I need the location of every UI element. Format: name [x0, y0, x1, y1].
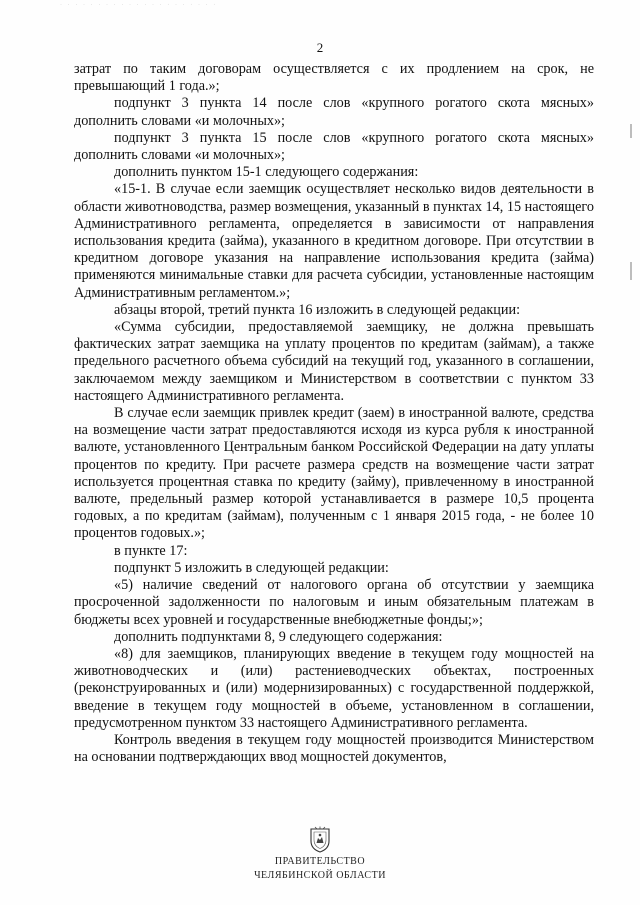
page-number: 2	[316, 40, 324, 55]
paragraph: «5) наличие сведений от налогового органа об отсутствии у заемщика просроченной задолженности по налоговым и иным обязательным платежам в бюджеты всех уровней и государственные внебюджетные фонды;»;	[74, 577, 594, 628]
scan-edge-mark	[630, 262, 632, 280]
paragraph: подпункт 3 пункта 14 после слов «крупного рогатого скота мясных» дополнить словами «и молочных»;	[74, 95, 594, 129]
paragraph: подпункт 3 пункта 15 после слов «крупного рогатого скота мясных» дополнить словами «и молочных»;	[74, 129, 594, 164]
paragraph: подпункт 5 изложить в следующей редакции:	[114, 559, 389, 576]
paragraph: в пункте 17:	[114, 542, 188, 559]
scan-header-artifact: · · · · · · · · · · · · · · · · · · · · ·	[60, 2, 218, 8]
document-body	[74, 61, 594, 766]
footer	[0, 826, 640, 882]
org-name-line1: ПРАВИТЕЛЬСТВО	[274, 856, 366, 867]
paragraph: «Сумма субсидии, предоставляемой заемщику, не должна превышать фактических затрат заемщика на уплату процентов по кредитам (займам), а также предельного расчетного объема субсидий на текущий год, указанного в соглашении, заключаемом между заемщиком и Министерством в соответствии с пунктом 33 настоящего Административного регламента.	[74, 319, 594, 404]
paragraph: затрат по таким договорам осуществляется с их продлением на срок, не превышающий 1 года.»;	[74, 61, 594, 95]
paragraph: дополнить подпунктами 8, 9 следующего содержания:	[114, 628, 443, 645]
paragraph: дополнить пунктом 15-1 следующего содержания:	[114, 164, 419, 181]
paragraph: «15-1. В случае если заемщик осуществляет несколько видов деятельности в области животноводства, размер возмещения, указанный в пунктах 14, 15 настоящего Административного регламента, определяется в зависимости от направления использования кредита (займа), указанного в кредитном договоре. При отсутствии в кредитном договоре указания на направление использования кредита (займа) применяются минимальные ставки для расчета субсидии, установленные настоящим Административным регламентом.»;	[74, 181, 594, 301]
org-name-line2: ЧЕЛЯБИНСКОЙ ОБЛАСТИ	[254, 870, 386, 881]
paragraph: «8) для заемщиков, планирующих введение в текущем году мощностей на животноводческих и (или) растениеводческих объектах, построенных (реконструированных и (или) модернизированных) с государственной поддержкой, введение в текущем году мощностей в объеме, установленном в соглашении, предусмотренном пунктом 33 настоящего Административного регламента.	[74, 645, 594, 731]
coat-of-arms-icon	[308, 826, 332, 854]
paragraph: Контроль введения в текущем году мощностей производится Министерством на основании подтверждающих ввод мощностей документов,	[74, 731, 594, 766]
paragraph: абзацы второй, третий пункта 16 изложить в следующей редакции:	[114, 301, 521, 318]
scan-edge-mark	[630, 124, 632, 138]
paragraph: В случае если заемщик привлек кредит (заем) в иностранной валюте, средства на возмещение части затрат предоставляются исходя из курса рубля к иностранной валюте, установленного Центральным банком Российской Федерации на дату уплаты процентов по кредиту. При расчете размера средств на возмещение части затрат используется процентная ставка по кредиту (займу), привлеченному в иностранной валюте, предельный размер которой устанавливается в размере 10,5 процента годовых, а по кредитам (займам), полученным с 1 января 2015 года, - не более 10 процентов годовых.»;	[74, 405, 594, 542]
